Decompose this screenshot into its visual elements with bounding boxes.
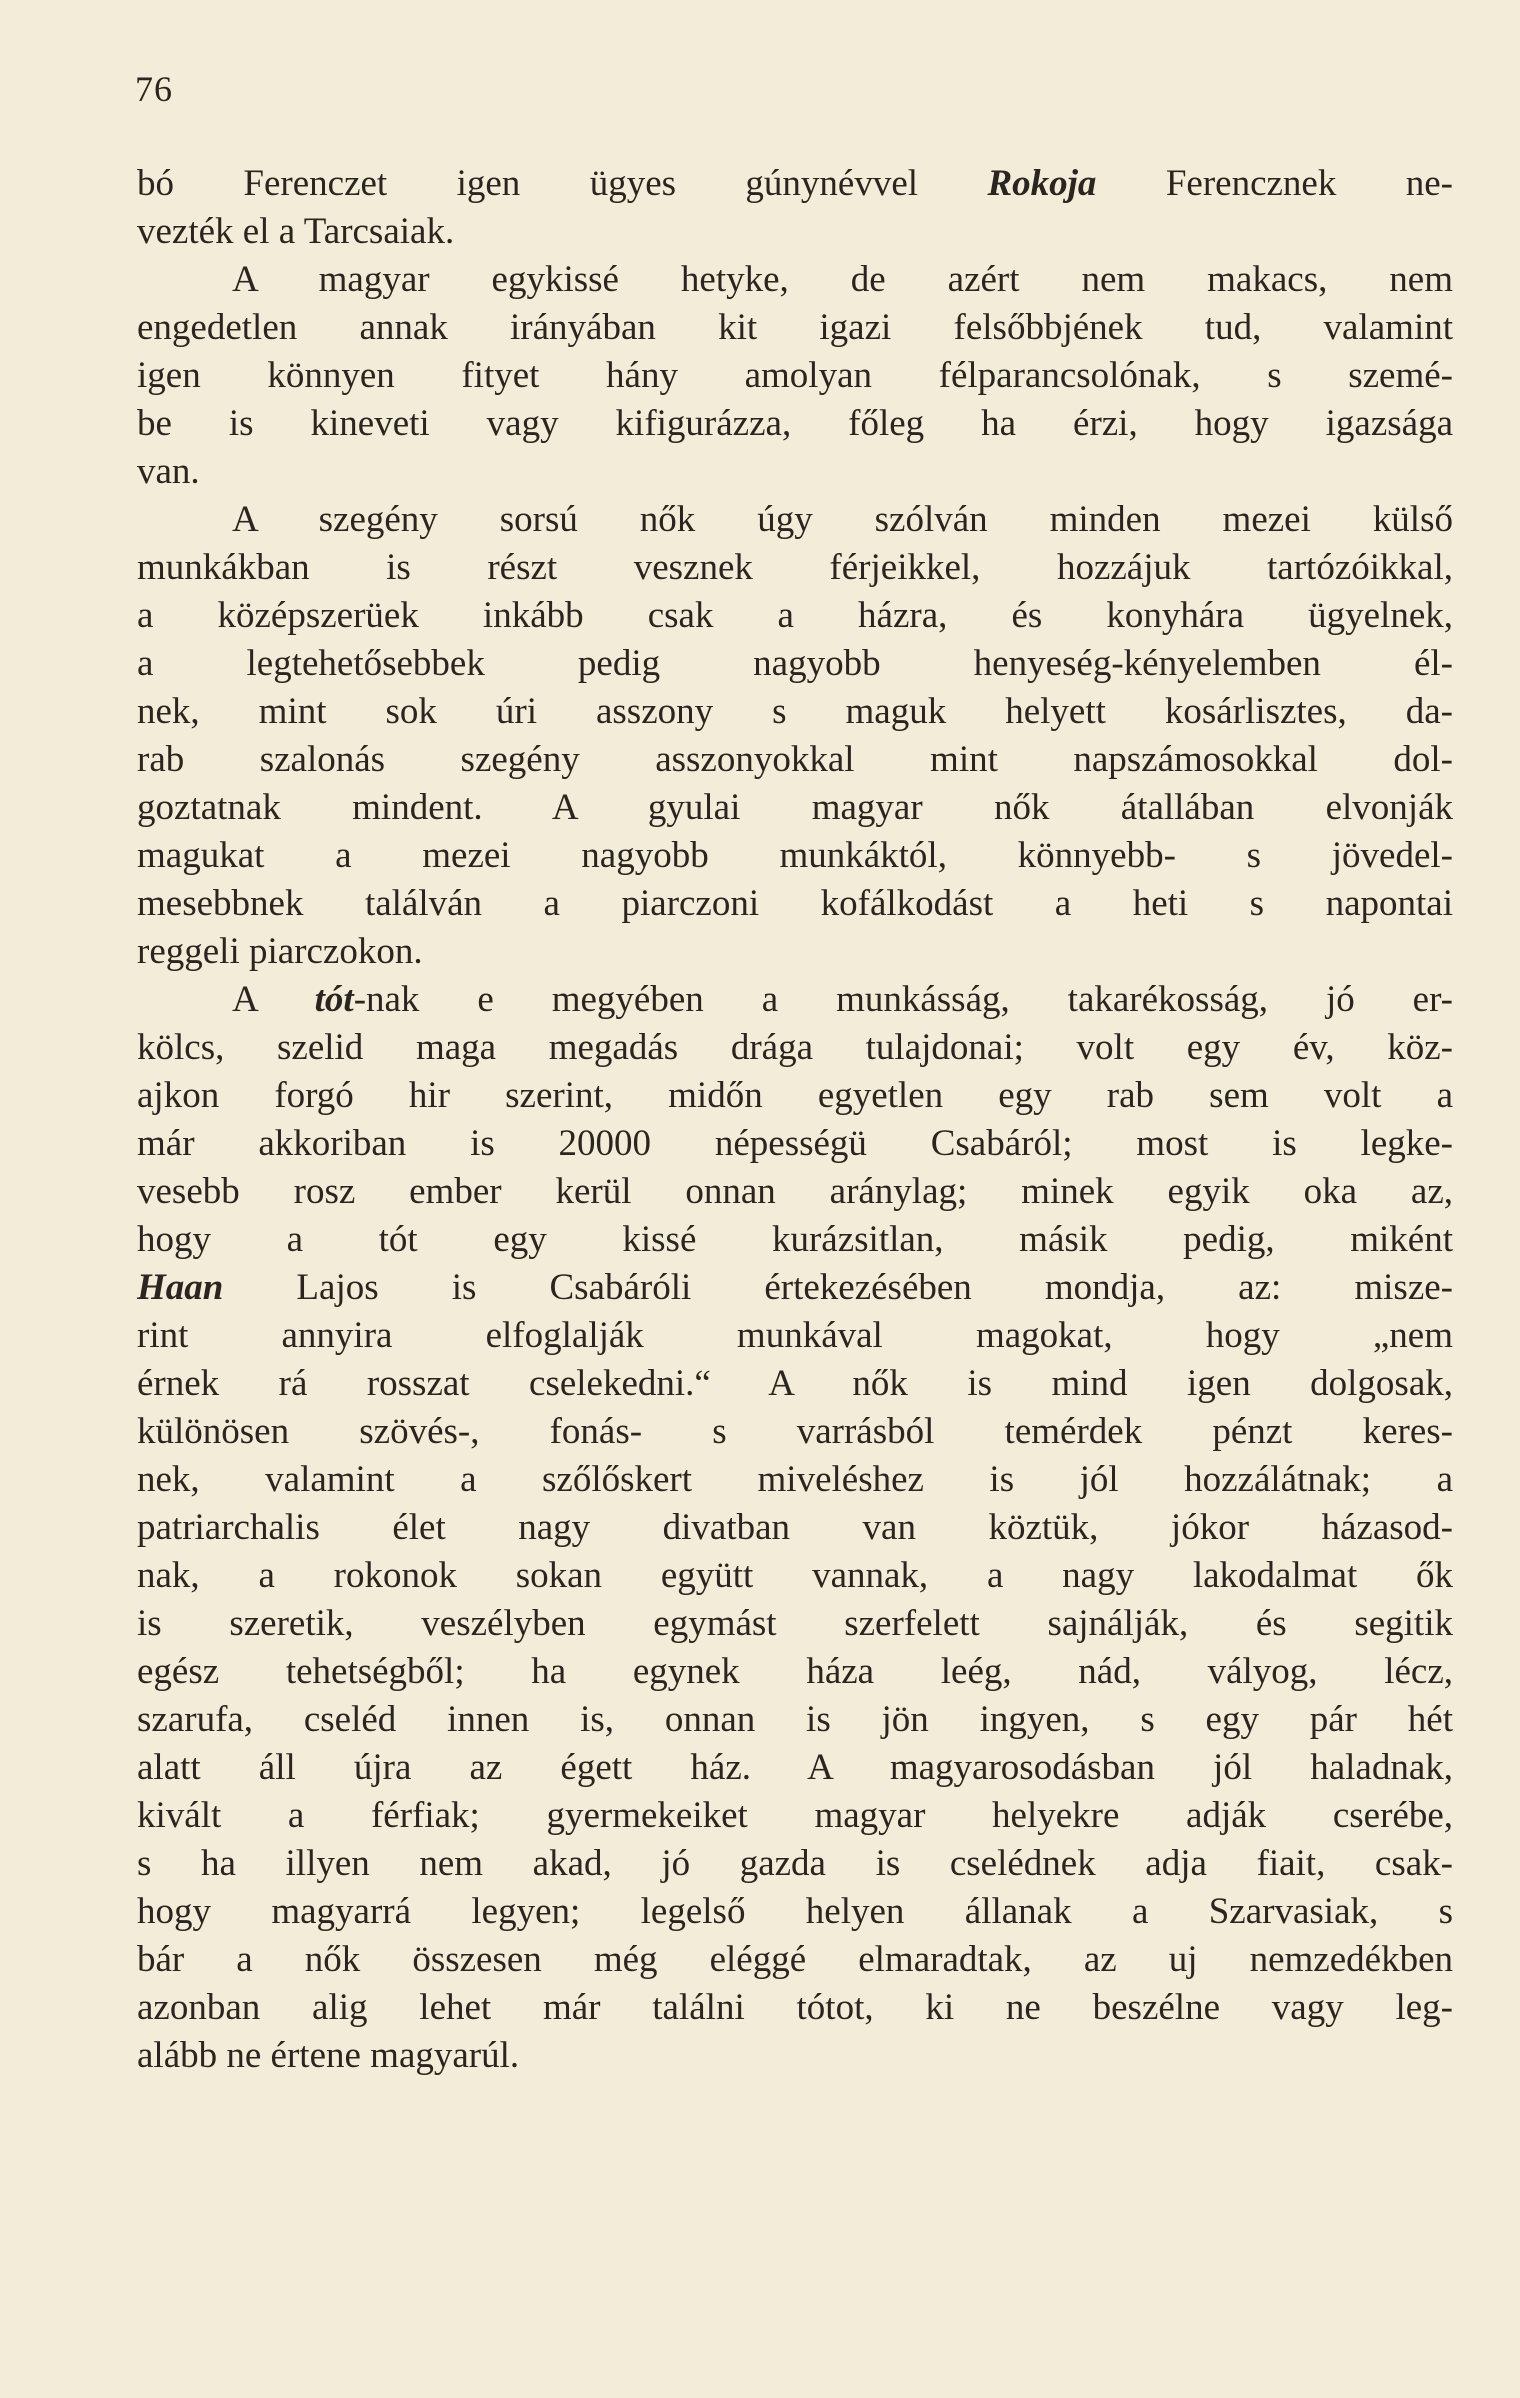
text-line <box>137 1360 1453 1408</box>
text-line <box>137 1456 1453 1504</box>
text-line <box>137 1024 1453 1072</box>
text-segment: A szegény sorsú nők úgy szólván minden mezei külső <box>232 499 1453 540</box>
text-line <box>137 1072 1453 1120</box>
text-line <box>137 352 1453 400</box>
text-line <box>137 688 1453 736</box>
text-line <box>137 832 1453 880</box>
text-segment: van. <box>137 451 200 492</box>
text-segment: érnek rá rosszat cselekedni.“ A nők is mind igen dolgosak, <box>137 1363 1453 1404</box>
text-line <box>137 1600 1453 1648</box>
text-line <box>137 880 1453 928</box>
text-segment: a legtehetősebbek pedig nagyobb henyeség-kényelemben él- <box>137 643 1453 684</box>
body-text <box>137 160 1453 2080</box>
text-segment: be is kineveti vagy kifigurázza, főleg ha érzi, hogy igazsága <box>137 403 1453 444</box>
text-segment: kivált a férfiak; gyermekeiket magyar helyekre adják cserébe, <box>137 1795 1453 1836</box>
text-line <box>137 1168 1453 1216</box>
text-segment: igen könnyen fityet hány amolyan félparancsolónak, s szemé- <box>137 355 1453 396</box>
text-segment: a középszerüek inkább csak a házra, és konyhára ügyelnek, <box>137 595 1453 636</box>
text-segment: vezték el a Tarcsaiak. <box>137 211 455 252</box>
text-line <box>137 736 1453 784</box>
text-line <box>137 496 1453 544</box>
text-segment: mesebbnek találván a piarczoni kofálkodást a heti s napontai <box>137 883 1453 924</box>
text-line <box>137 1888 1453 1936</box>
text-line <box>137 1552 1453 1600</box>
text-segment: patriarchalis élet nagy divatban van köztük, jókor házasod- <box>137 1507 1453 1548</box>
text-line <box>137 1408 1453 1456</box>
text-segment: nek, valamint a szőlőskert miveléshez is jól hozzálátnak; a <box>137 1459 1453 1500</box>
text-segment: goztatnak mindent. A gyulai magyar nők átallában elvonják <box>137 787 1453 828</box>
text-line <box>137 1216 1453 1264</box>
text-line <box>137 1984 1453 2032</box>
text-line <box>137 448 1453 496</box>
text-segment: A magyar egykissé hetyke, de azért nem makacs, nem <box>232 259 1453 300</box>
text-line <box>137 1504 1453 1552</box>
text-line <box>137 160 1453 208</box>
text-line <box>137 1744 1453 1792</box>
text-segment: alább ne értene magyarúl. <box>137 2035 520 2076</box>
text-line <box>137 400 1453 448</box>
text-line <box>137 304 1453 352</box>
text-line <box>137 1264 1453 1312</box>
text-segment: rab szalonás szegény asszonyokkal mint napszámosokkal dol- <box>137 739 1453 780</box>
text-line <box>137 208 1453 256</box>
text-line <box>137 1648 1453 1696</box>
text-segment: szarufa, cseléd innen is, onnan is jön ingyen, s egy pár hét <box>137 1699 1453 1740</box>
text-segment: nek, mint sok úri asszony s maguk helyett kosárlisztes, da- <box>137 691 1453 732</box>
text-segment: ajkon forgó hir szerint, midőn egyetlen egy rab sem volt a <box>137 1075 1453 1116</box>
text-segment: rint annyira elfoglalják munkával magokat, hogy „nem <box>137 1315 1453 1356</box>
text-segment: különösen szövés-, fonás- s varrásból temérdek pénzt keres- <box>137 1411 1453 1452</box>
text-line <box>137 1120 1453 1168</box>
text-line <box>137 784 1453 832</box>
text-segment: bár a nők összesen még eléggé elmaradtak, az uj nemzedékben <box>137 1939 1453 1980</box>
text-segment: egész tehetségből; ha egynek háza leég, nád, vályog, lécz, <box>137 1651 1453 1692</box>
text-segment: s ha illyen nem akad, jó gazda is cselédnek adja fiait, csak- <box>137 1843 1453 1884</box>
text-segment: alatt áll újra az égett ház. A magyarosodásban jól haladnak, <box>137 1747 1453 1788</box>
text-line <box>137 2032 1453 2080</box>
italic-name: Haan <box>137 1267 224 1308</box>
text-segment: Ferencznek ne- <box>1096 163 1453 204</box>
text-segment: vesebb rosz ember kerül onnan aránylag; minek egyik oka az, <box>137 1171 1453 1212</box>
text-segment: hogy a tót egy kissé kurázsitlan, másik pedig, miként <box>137 1219 1453 1260</box>
text-line <box>137 1312 1453 1360</box>
text-line <box>137 976 1453 1024</box>
text-segment: magukat a mezei nagyobb munkáktól, könnyebb- s jövedel- <box>137 835 1453 876</box>
text-line <box>137 928 1453 976</box>
text-line <box>137 1696 1453 1744</box>
text-segment: hogy magyarrá legyen; legelső helyen állanak a Szarvasiak, s <box>137 1891 1453 1932</box>
italic-name: Rokoja <box>987 163 1097 204</box>
italic-name: tót <box>314 979 354 1020</box>
text-line <box>137 256 1453 304</box>
page-number: 76 <box>135 69 173 109</box>
text-segment: kölcs, szelid maga megadás drága tulajdonai; volt egy év, köz- <box>137 1027 1453 1068</box>
text-segment: bó Ferenczet igen ügyes gúnynévvel <box>137 163 988 204</box>
text-line <box>137 1936 1453 1984</box>
text-line <box>137 1840 1453 1888</box>
text-segment: azonban alig lehet már találni tótot, ki ne beszélne vagy leg- <box>137 1987 1453 2028</box>
text-segment: nak, a rokonok sokan együtt vannak, a nagy lakodalmat ők <box>137 1555 1453 1596</box>
text-segment: -nak e megyében a munkásság, takarékosság, jó er- <box>353 979 1453 1020</box>
text-segment: engedetlen annak irányában kit igazi felsőbbjének tud, valamint <box>137 307 1453 348</box>
text-line <box>137 640 1453 688</box>
text-line <box>137 1792 1453 1840</box>
text-segment: már akkoriban is 20000 népességü Csabáról; most is legke- <box>137 1123 1453 1164</box>
text-segment: Lajos is Csabáróli értekezésében mondja, az: misze- <box>223 1267 1453 1308</box>
text-segment: is szeretik, veszélyben egymást szerfelett sajnálják, és segitik <box>137 1603 1453 1644</box>
text-segment: munkákban is részt vesznek férjeikkel, hozzájuk tartózóikkal, <box>137 547 1453 588</box>
text-segment: reggeli piarczokon. <box>137 931 423 972</box>
text-line <box>137 544 1453 592</box>
text-segment: A <box>232 979 315 1020</box>
text-line <box>137 592 1453 640</box>
